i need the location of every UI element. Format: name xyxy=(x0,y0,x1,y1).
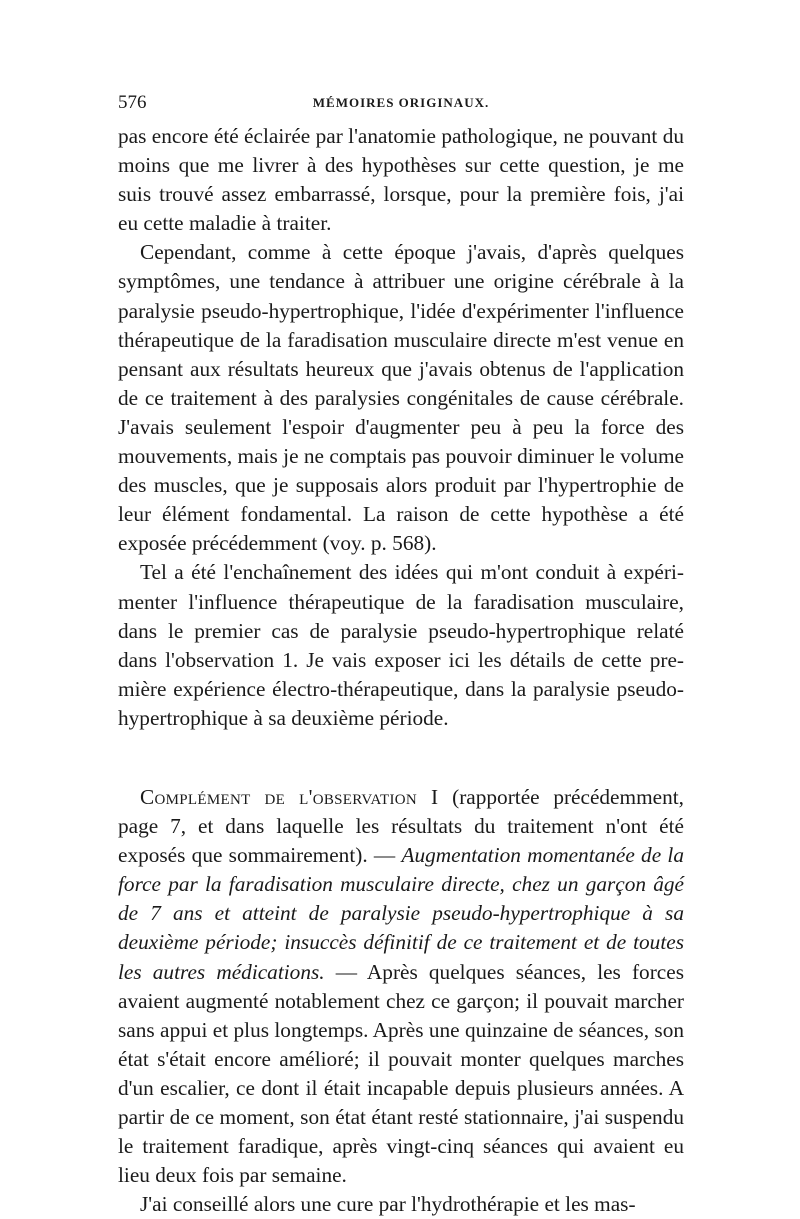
paragraph-cependant: Cependant, comme à cette époque j'avais, d'après quelques symptômes, une tendance à attribuer une origine cérébrale à la paralysie pseudo-hypertrophique, l'idée d'expérimenter l'influence thérapeutique de la faradisation musculaire directe m'est venue en pensant aux résultats heureux que j'avais obtenus de l'application de ce traitement à des paralysies congénitales de cause cérébrale. J'avais seulement l'espoir d'augmenter peu à peu la force des mouvements, mais je ne comptais pas pouvoir diminuer le volume des muscles, que je supposais alors produit par l'hypertrophie de leur élément fondamental. La raison de cette hypothèse a été exposée précédemment (voy. p. 568). xyxy=(118,240,684,556)
observation-heading: Complément de l'observation I xyxy=(140,784,439,809)
paragraph-hydrotherapie: J'ai conseillé alors une cure par l'hydrothérapie et les mas- xyxy=(140,1192,636,1217)
section-spacer xyxy=(118,733,684,783)
page-number: 576 xyxy=(118,92,147,113)
observation-intro: (rapportée précédemment, page 7, et dans laquelle les résultats du traitement n'ont été exposés que sommairement). — xyxy=(118,784,684,868)
running-header xyxy=(118,92,684,122)
observation-title: Augmentation momentanée de la force par la faradisation musculaire directe, chez un garçon âgé de 7 ans et atteint de paralysie pseudo-hypertrophique à sa deuxième période; insuccès définitif de ce traitement et de toutes les autres médications. xyxy=(118,843,684,984)
observation-paragraph xyxy=(118,783,684,1190)
book-page xyxy=(118,92,684,1219)
paragraph-enchainement: Tel a été l'enchaînement des idées qui m'ont conduit à expérimenter l'influence thérapeutique de la faradisation musculaire, dans le premier cas de paralysie pseudo-hypertrophique relaté dans l'observation 1. Je vais exposer ici les détails de cette première expérience électro-thérapeutique, dans la paralysie pseudo-hypertrophique à sa deuxième période. xyxy=(118,560,684,730)
paragraph-continuation: pas encore été éclairée par l'anatomie pathologique, ne pouvant du moins que me livrer à des hypothèses sur cette question, je me suis trouvé assez embarrassé, lorsque, pour la première fois, j'ai eu cette maladie à traiter. xyxy=(118,124,684,236)
observation-body: — Après quelques séances, les forces avaient augmenté notablement chez ce garçon; il pouvait marcher sans appui et plus longtemps. Après une quinzaine de séances, son état s'était encore amélioré; il pouvait monter quelques marches d'un escalier, ce dont il était incapable depuis plusieurs années. A partir de ce moment, son état étant resté stationnaire, j'ai suspendu le traitement faradique, après vingt-cinq séances qui avaient eu lieu deux fois par semaine. xyxy=(118,959,684,1188)
running-title: MÉMOIRES ORIGINAUX. xyxy=(312,95,490,110)
